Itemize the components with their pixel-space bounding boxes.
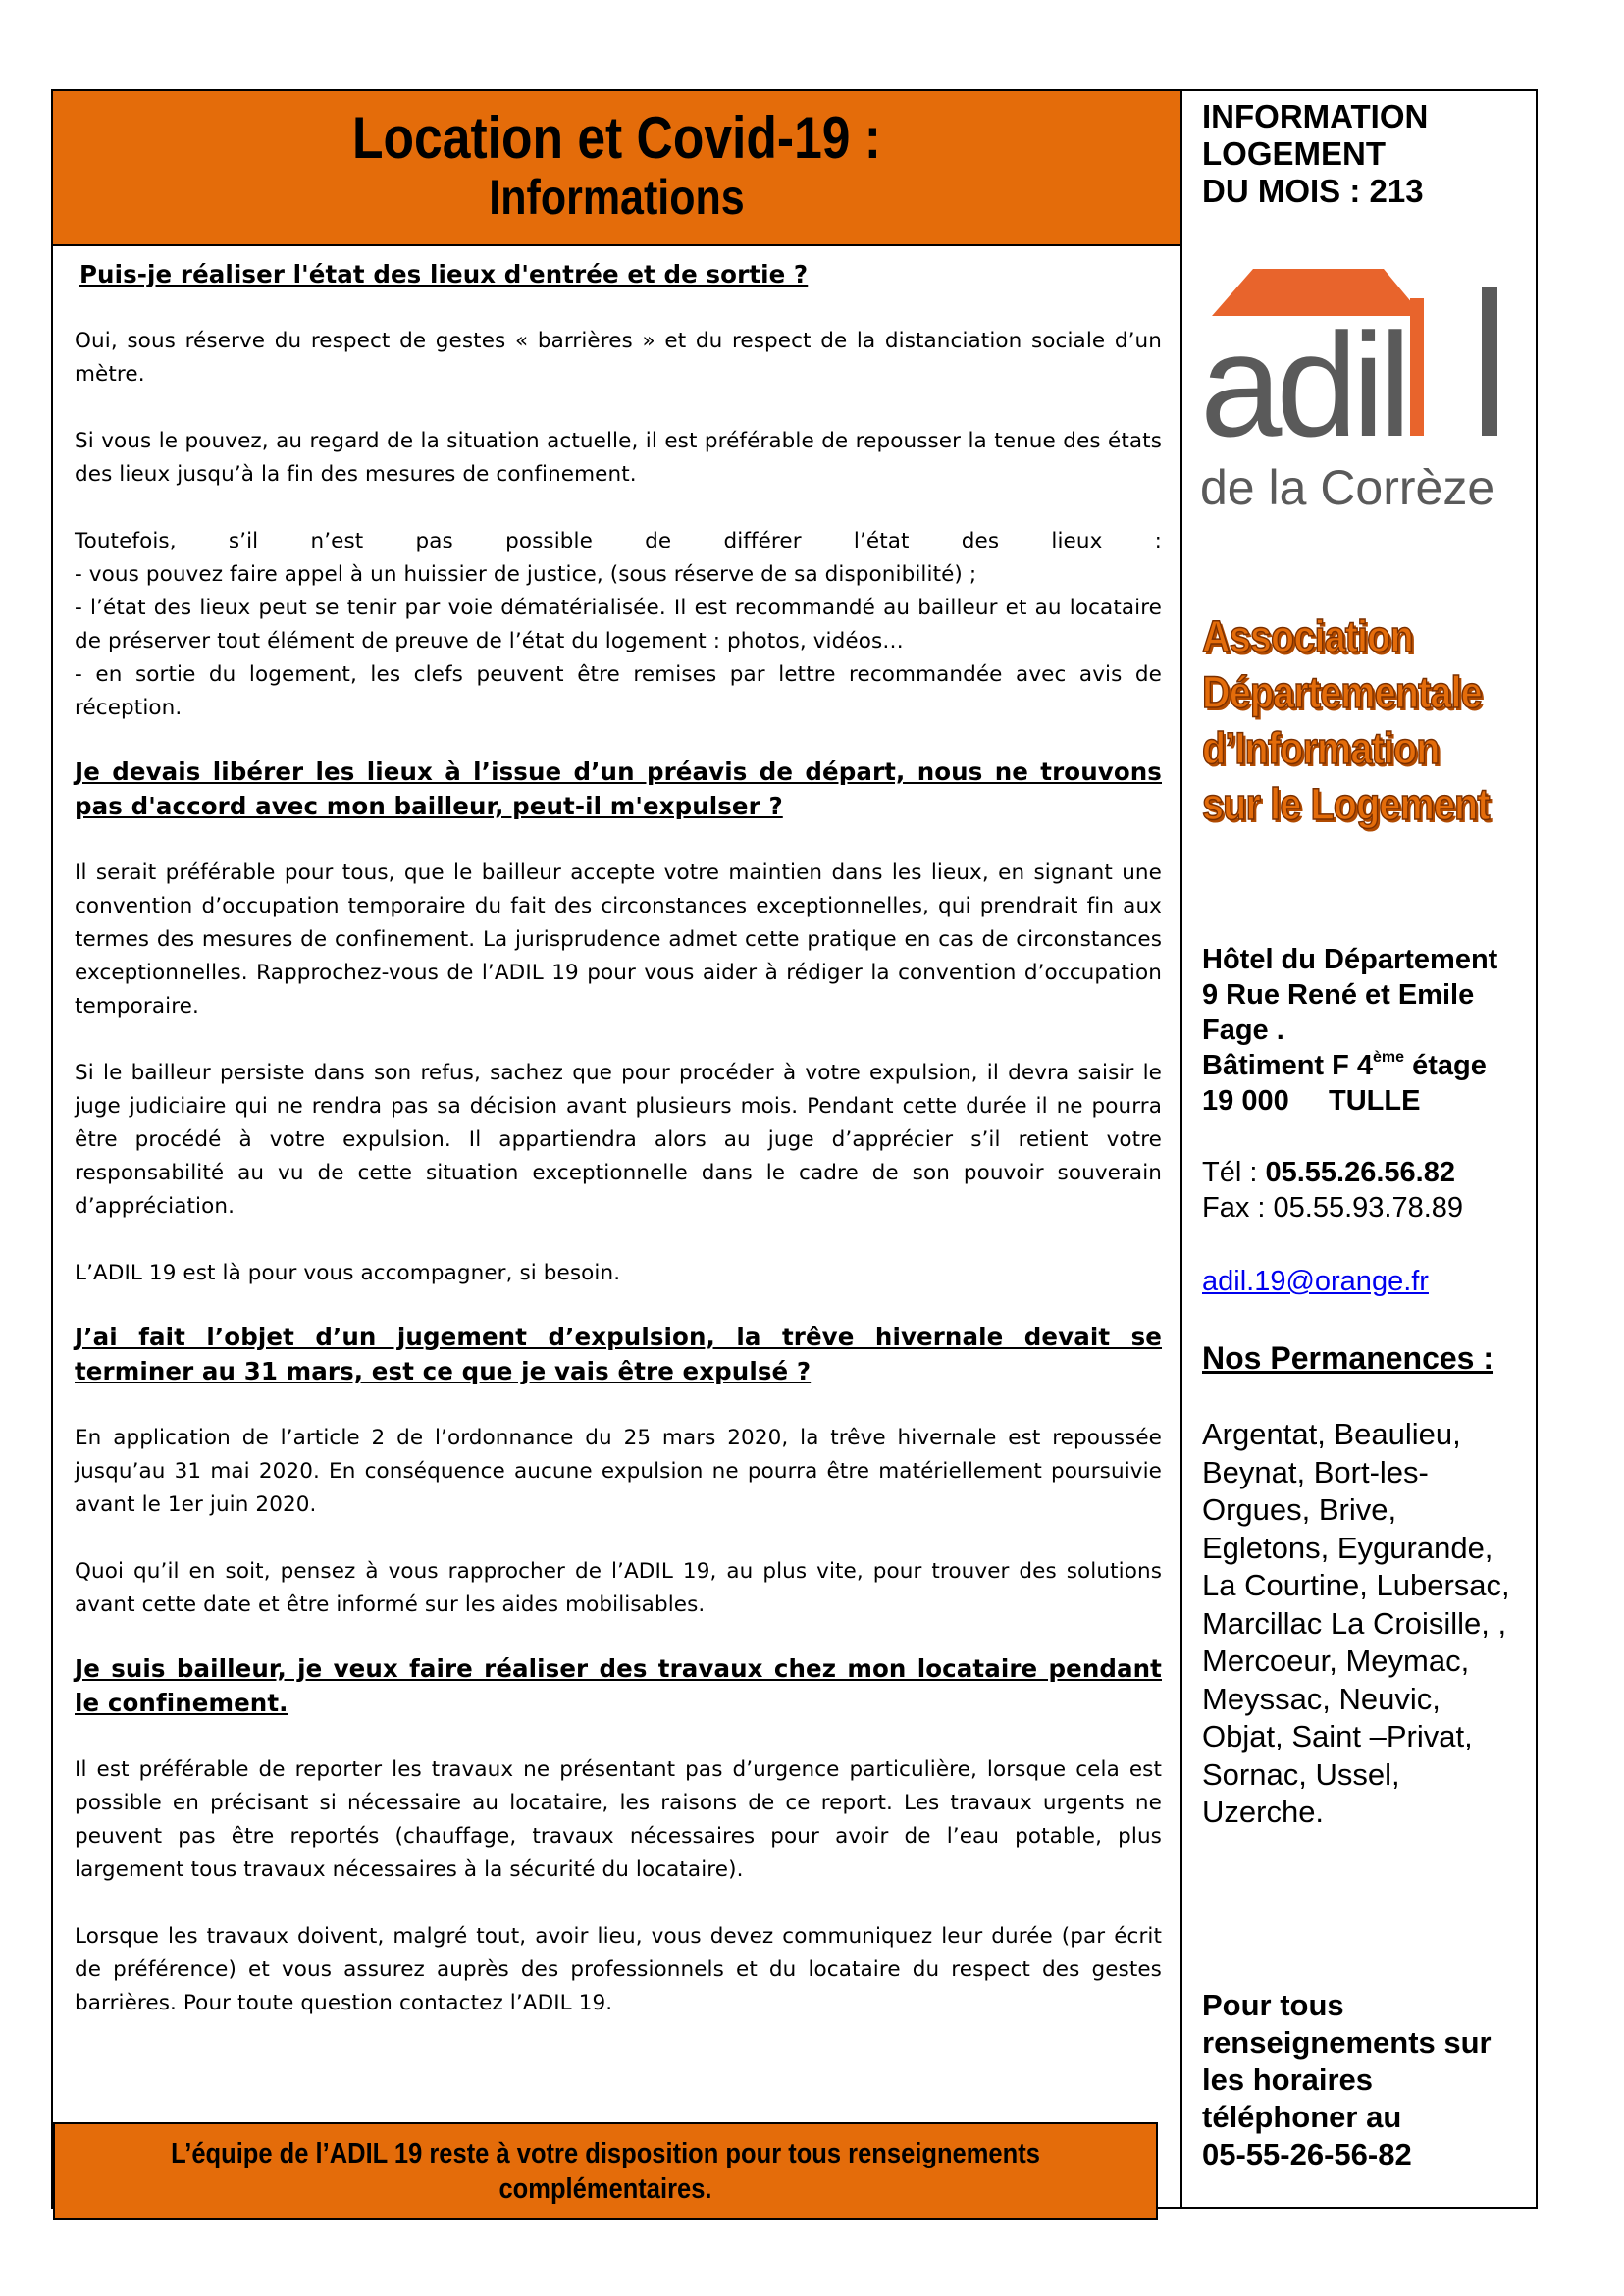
answer-2-paragraph-3: L’ADIL 19 est là pour vous accompagner, si besoin.: [75, 1261, 621, 1285]
address-line: Bâtiment F 4ème étage: [1202, 1049, 1487, 1081]
question-1: Puis-je réaliser l'état des lieux d'entrée et de sortie ?: [79, 260, 809, 288]
answer-4-paragraph-1: Il est préférable de reporter les travaux ne présentant pas d’urgence particulière, lorsque cela est possible en précisant si nécessaire au locataire, les raisons de ce report. Les travaux urgents ne peuvent pas être reportés (chauffage, travaux nécessaires pour avoir de l’eau potable, plus largement tous travaux nécessaires à la sécurité du locataire).: [75, 1757, 1162, 1882]
adil-logo: [1192, 257, 1526, 522]
question-3: J’ai fait l’objet d’un jugement d’expulsion, la trêve hivernale devait se terminer au 31 mars, est ce que je vais être expulsé ?: [75, 1323, 1162, 1385]
answer-2-paragraph-1: Il serait préférable pour tous, que le bailleur accepte votre maintien dans les lieux, en signant une convention d’occupation temporaire du fait des circonstances exceptionnelles, qui prendrait fin aux termes des mesures de confinement. La jurisprudence admet cette pratique en cas de circonstances exceptionnelles. Rapprochez-vous de l’ADIL 19 pour vous aider à rédiger la convention d’occupation temporaire.: [75, 861, 1162, 1018]
sidebar-header-line: INFORMATION: [1202, 98, 1429, 134]
logo-bar-orange: [1410, 298, 1424, 436]
footer-text: L’équipe de l’ADIL 19 reste à votre disposition pour tous renseignements complémentaires.: [171, 2138, 1040, 2205]
email-link[interactable]: adil.19@orange.fr: [1202, 1266, 1429, 1297]
question-2: Je devais libérer les lieux à l’issue d’un préavis de départ, nous ne trouvons pas d'accord avec mon bailleur, peut-il m'expulser ?: [75, 757, 1162, 820]
association-line: Départementale: [1202, 667, 1482, 717]
page-title: Location et Covid-19 :: [352, 105, 881, 171]
contact-text: Pour tous renseignements sur les horaires téléphoner au: [1202, 1988, 1492, 2134]
sidebar-header-line: DU MOIS : 213: [1202, 173, 1424, 209]
contact-block: [1202, 1987, 1526, 2173]
sidebar-header-line: LOGEMENT: [1202, 135, 1386, 172]
main-content: [75, 257, 1162, 2020]
association-line: Association: [1202, 611, 1413, 661]
answer-1-list-intro: Toutefois, s’il n’est pas possible de différer l’état des lieux :: [75, 529, 1162, 553]
permanences-list: Argentat, Beaulieu, Beynat, Bort-les-Orgues, Brive, Egletons, Eygurande, La Courtine, Lubersac, Marcillac La Croisille, , Mercoeur, Meymac, Meyssac, Neuvic, Objat, Saint –Privat, Sornac, Ussel, Uzerche.: [1202, 1417, 1510, 1829]
logo-subtitle: de la Corrèze: [1200, 460, 1495, 515]
answer-2-paragraph-2: Si le bailleur persiste dans son refus, sachez que pour procéder à votre expulsion, il devra saisir le juge judiciaire qui ne rendra pas sa décision avant plusieurs mois. Pendant cette durée il ne pourra être procédé à votre expulsion. Il appartiendra alors au juge d’apprécier s’il retient votre responsabilité au vu de cette situation exceptionnelle dans le cadre de son pouvoir souverain d’appréciation.: [75, 1061, 1162, 1219]
sidebar-header: [1202, 98, 1526, 210]
column-divider: [1180, 89, 1182, 2209]
address-line: 9 Rue René et Emile Fage .: [1202, 979, 1475, 1046]
answer-3-paragraph-1: En application de l’article 2 de l’ordonnance du 25 mars 2020, la trêve hivernale est repoussée jusqu’au 31 mai 2020. En conséquence aucune expulsion ne pourra être matériellement poursuivie avant le 1er juin 2020.: [75, 1426, 1162, 1517]
page-subtitle: Informations: [489, 170, 745, 225]
answer-1-list-item: - en sortie du logement, les clefs peuvent être remises par lettre recommandée avec avis de réception.: [75, 662, 1162, 720]
address-line: Hôtel du Département: [1202, 944, 1498, 975]
title-banner: [53, 91, 1180, 246]
logo-bar-gray: [1482, 287, 1497, 436]
answer-1-paragraph-1: Oui, sous réserve du respect de gestes « barrières » et du respect de la distanciation sociale d’un mètre.: [75, 329, 1162, 387]
answer-1-list-item: - vous pouvez faire appel à un huissier de justice, (sous réserve de sa disponibilité) ;: [75, 562, 977, 587]
permanences-title: Nos Permanences :: [1202, 1340, 1494, 1376]
answer-1-list-item: - l’état des lieux peut se tenir par voie dématérialisée. Il est recommandé au bailleur et au locataire de préserver tout élément de preuve de l’état du logement : photos, vidéos…: [75, 596, 1162, 653]
address-line: 19 000 TULLE: [1202, 1085, 1421, 1117]
answer-1-paragraph-2: Si vous le pouvez, au regard de la situation actuelle, il est préférable de repousser la tenue des états des lieux jusqu’à la fin des mesures de confinement.: [75, 429, 1162, 487]
contact-phone: 05-55-26-56-82: [1202, 2137, 1412, 2171]
fax-line: Fax : 05.55.93.78.89: [1202, 1192, 1464, 1224]
question-4: Je suis bailleur, je veux faire réaliser des travaux chez mon locataire pendant le confinement.: [75, 1654, 1162, 1717]
phone-block: [1202, 1155, 1526, 1226]
association-line: d’Information: [1202, 723, 1440, 773]
logo-wordmark: adil: [1200, 302, 1406, 467]
footer-banner: [53, 2122, 1158, 2220]
phone-line: Tél : 05.55.26.56.82: [1202, 1157, 1455, 1188]
association-line: sur le Logement: [1202, 779, 1490, 829]
answer-3-paragraph-2: Quoi qu’il en soit, pensez à vous rapprocher de l’ADIL 19, au plus vite, pour trouver des solutions avant cette date et être informé sur les aides mobilisables.: [75, 1559, 1162, 1617]
association-name: [1202, 608, 1526, 832]
answer-4-paragraph-2: Lorsque les travaux doivent, malgré tout, avoir lieu, vous devez communiquez leur durée (par écrit de préférence) et vous assurez auprès des professionnels et du locataire du respect des gestes barrières. Pour toute question contactez l’ADIL 19.: [75, 1924, 1162, 2015]
address-block: [1202, 942, 1526, 1119]
